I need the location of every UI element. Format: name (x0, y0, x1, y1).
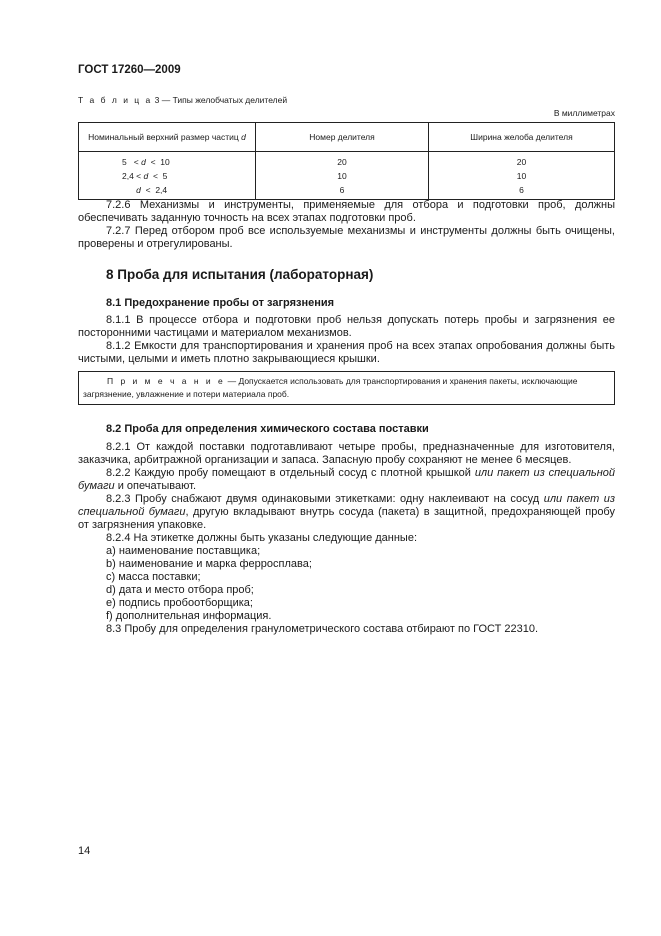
section-8-2-heading: 8.2 Проба для определения химического состава поставки (106, 423, 429, 435)
table-caption (78, 95, 615, 105)
caption-label: Т а б л и ц а (78, 95, 153, 105)
text: 8.2.2 Каждую пробу помещают в отдельный сосуд с плотной крышкой (106, 467, 475, 479)
note-box (78, 371, 615, 405)
col-header-size: Номинальный верхний размер частиц d (79, 123, 256, 152)
cell-size: 5 < d < 10 (122, 157, 170, 167)
paragraph-8-3: 8.3 Пробу для определения гранулометрического состава отбирают по ГОСТ 22310. (106, 623, 539, 635)
paragraph-8-2-3 (78, 493, 615, 532)
paragraph-8-2-1: 8.2.1 От каждой поставки подготавливают четыре пробы, предназначенные для изготовителя, заказчика, арбитражной организации и запаса. Запасную пробу сохраняют не менее 6 месяцев. (78, 441, 615, 466)
paragraph-7-2-7: 7.2.7 Перед отбором проб все используемые механизмы и инструменты должны быть очищены, проверены и отрегулированы. (78, 225, 615, 250)
page-number: 14 (78, 845, 91, 857)
section-8-heading: 8 Проба для испытания (лабораторная) (106, 267, 374, 282)
list-item: d) дата и место отбора проб; (106, 584, 254, 596)
caption-text: 3 — Типы желобчатых делителей (152, 95, 288, 105)
italic-text: или пакет из специальной бумаги (78, 467, 615, 492)
note-label: П р и м е ч а н и е (107, 376, 226, 386)
list-item: a) наименование поставщика; (106, 545, 261, 557)
italic-text: или пакет из специальной бумаги (78, 493, 615, 518)
col-header-width: Ширина желоба делителя (429, 123, 615, 152)
text: , другую вкладывают внутрь сосуда (пакета) в защитной, предохраняющей пробу от загрязнения упаковке. (78, 506, 615, 531)
text: и опечатывают. (114, 480, 197, 492)
list-item: b) наименование и марка ферросплава; (106, 558, 312, 570)
paragraph-8-2-2 (78, 467, 615, 493)
paragraph-8-2-4: 8.2.4 На этикетке должны быть указаны следующие данные: (106, 532, 418, 544)
note-text: — Допускается использовать для транспортирования и хранения пакеты, исключающие загрязнение, увлажнение и потери материала проб. (83, 376, 578, 399)
paragraph-8-1-1: 8.1.1 В процессе отбора и подготовки проб нельзя допускать потерь пробы и загрязнения ее посторонними частицами и материалом механизмов. (78, 314, 615, 339)
cell-number: 6 (256, 183, 429, 200)
table-header-row (79, 123, 615, 152)
table-row (79, 183, 615, 200)
cell-size: d < 2,4 (136, 185, 168, 195)
table-units: В миллиметрах (553, 108, 615, 118)
section-8-1-heading: 8.1 Предохранение пробы от загрязнения (106, 297, 335, 309)
list-item: c) масса поставки; (106, 571, 201, 583)
paragraph-8-1-2: 8.1.2 Емкости для транспортирования и хранения проб на всех этапах опробования должны быть чистыми, целыми и иметь плотно закрывающиеся крышки. (78, 340, 615, 365)
table-row (79, 152, 615, 170)
list-item: e) подпись пробоотборщика; (106, 597, 253, 609)
paragraph-7-2-6: 7.2.6 Механизмы и инструменты, применяемые для отбора и подготовки проб, должны обеспечивать заданную точность на всех этапах подготовки проб. (78, 199, 615, 224)
list-item: f) дополнительная информация. (106, 610, 272, 622)
cell-width: 6 (429, 183, 615, 200)
cell-width: 20 (429, 152, 615, 170)
divider-types-table (78, 122, 615, 200)
table-row (79, 169, 615, 183)
cell-size: 2,4 < d < 5 (122, 171, 168, 181)
col-header-number: Номер делителя (256, 123, 429, 152)
cell-width: 10 (429, 169, 615, 183)
cell-number: 10 (256, 169, 429, 183)
document-header: ГОСТ 17260—2009 (78, 64, 181, 76)
text: 8.2.3 Пробу снабжают двумя одинаковыми этикетками: одну наклеивают на сосуд (106, 493, 544, 505)
cell-number: 20 (256, 152, 429, 170)
